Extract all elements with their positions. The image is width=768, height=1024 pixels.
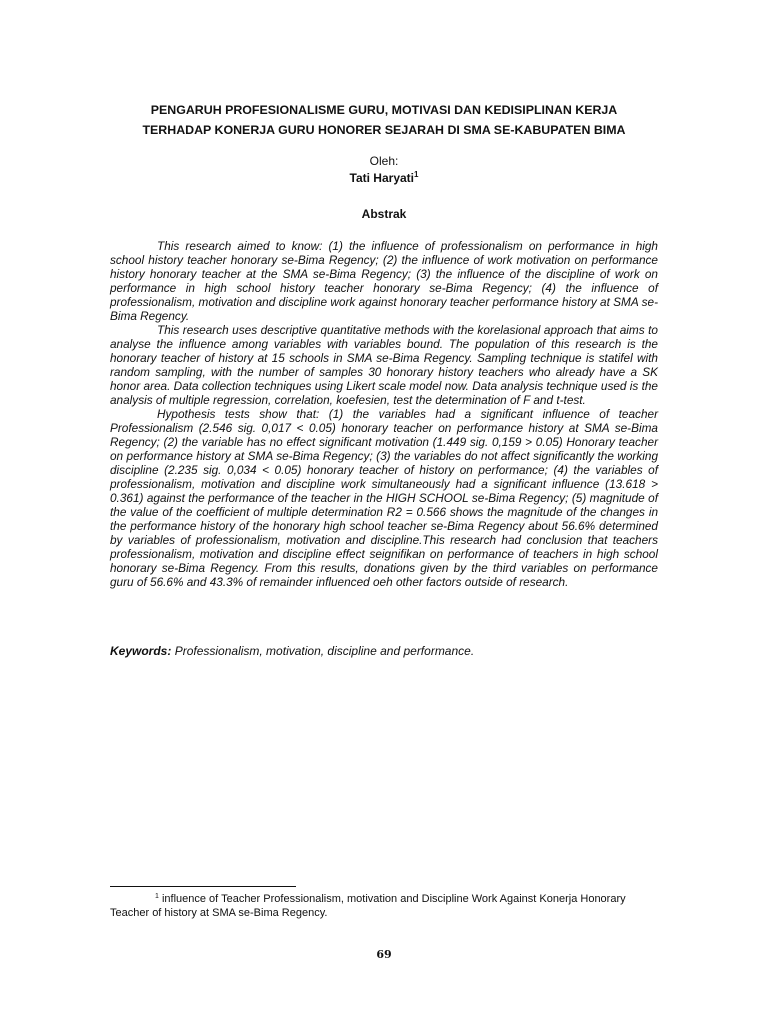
abstract-paragraph-3: Hypothesis tests show that: (1) the variables had a significant influence of teacher Professionalism (2.546 sig. 0,017 < 0.05) honorary teacher on performance history at SMA se-Bima Regency; (2) the variable has no effect significant motivation (1.449 sig. 0,159 > 0.05) Honorary teacher on performance history at SMA se-Bima Regency; (3) the variables do not affect significantly the working discipline (2.235 sig. 0,034 < 0.05) honorary teacher of history on performance; (4) the variables of professionalism, motivation and discipline work simultaneously had a significant influence (13.618 > 0.361) against the performance of the teacher in the HIGH SCHOOL se-Bima Regency; (5) magnitude of the value of the coefficient of multiple determination R2 = 0.566 shows the magnitude of the changes in the performance history of the honorary high school teacher se-Bima Regency about 56.6% determined by variables of professionalism, motivation and discipline.This research had conclusion that teachers professionalism, motivation and discipline effect seignifikan on performance of teachers in high school honorary se-Bima Regency. From this results, donations given by the third variables on performance guru of 56.6% and 43.3% of remainder influenced oeh other factors outside of research. — [110, 407, 658, 589]
author-name — [0, 171, 768, 186]
footnote-mark: 1 — [155, 893, 159, 900]
abstract-heading: Abstrak — [361, 207, 407, 221]
abstract-paragraph-1: This research aimed to know: (1) the influence of professionalism on performance in high school history teacher honorary se-Bima Regency; (2) the influence of work motivation on performance history honorary teacher at the SMA se-Bima Regency; (3) the influence of the discipline of work on performance in high school history teacher honorary se-Bima Regency; (4) the influence of professionalism, motivation and discipline work against honorary teacher performance history at SMA se-Bima Regency. — [110, 239, 658, 323]
footnote-text: influence of Teacher Professionalism, motivation and Discipline Work Against Konerja Honorary Teacher of history at SMA se-Bima Regency. — [110, 893, 626, 919]
footnote-divider — [110, 886, 296, 887]
author-name-text: Tati Haryati — [349, 171, 414, 185]
paper-title — [100, 100, 668, 140]
title-line-2: TERHADAP KONERJA GURU HONORER SEJARAH DI SMA SE-KABUPATEN BIMA — [142, 123, 626, 137]
footnote — [110, 892, 658, 920]
abstract-paragraph-2: This research uses descriptive quantitative methods with the korelasional approach that aims to analyse the influence among variables with variables bound. The population of this research is the honorary teacher of history at 15 schools in SMA se-Bima Regency. Sampling technique is statifel with random sampling, with the number of samples 30 honorary history teachers who already have a SK honor area. Data collection techniques using Likert scale model now. Data analysis technique used is the analysis of multiple regression, correlation, koefesien, test the determination of F and t-test. — [110, 323, 658, 407]
keywords-label: Keywords: — [110, 644, 172, 658]
abstract-body — [110, 239, 658, 589]
author-footnote-mark: 1 — [414, 170, 419, 179]
keywords-text: Professionalism, motivation, discipline and performance. — [171, 644, 475, 658]
page-number: 69 — [376, 948, 392, 961]
title-line-1: PENGARUH PROFESIONALISME GURU, MOTIVASI DAN KEDISIPLINAN KERJA — [150, 103, 618, 117]
byline-oleh: Oleh: — [369, 154, 399, 168]
keywords — [110, 644, 658, 659]
